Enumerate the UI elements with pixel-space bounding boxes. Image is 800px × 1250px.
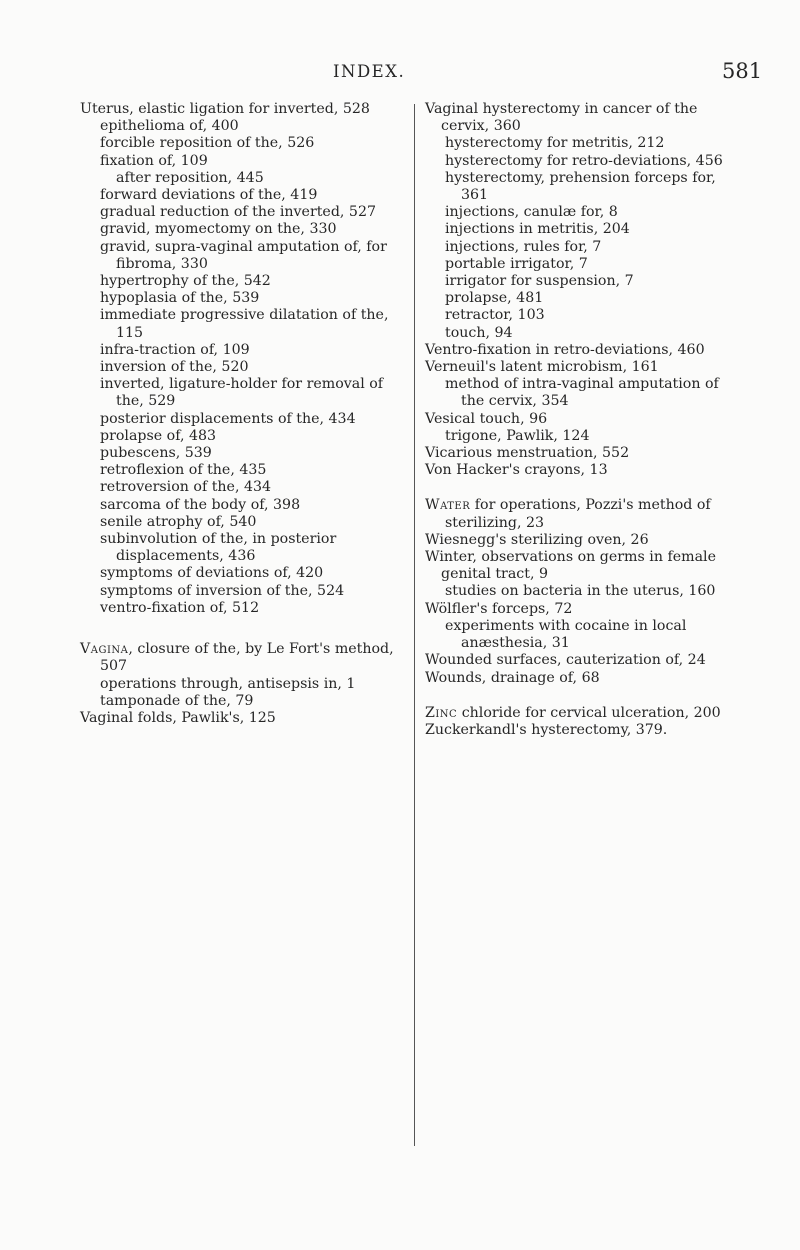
index-entry-text: , closure of the, by Le Fort's method, 507 [100, 641, 394, 675]
index-entry: Vesical touch, 96 [425, 410, 548, 427]
index-subentry: gravid, myomectomy on the, 330 [100, 221, 337, 238]
index-entry-text: for operations, Pozzi's method of sterilizing, 23 [445, 497, 711, 531]
index-subentry: trigone, Pawlik, 124 [445, 427, 590, 444]
index-entry: Vaginal folds, Pawlik's, 125 [80, 709, 276, 726]
index-entry-text: chloride for cervical ulceration, 200 [457, 704, 721, 721]
index-subentry: portable irrigator, 7 [445, 255, 588, 272]
index-subentry: gradual reduction of the inverted, 527 [100, 204, 377, 221]
index-subsubentry: after reposition, 445 [116, 169, 264, 186]
index-subentry: symptoms of deviations of, 420 [100, 565, 324, 582]
index-subentry: inversion of the, 520 [100, 359, 249, 376]
index-entry: Uterus, elastic ligation for inverted, 528 [80, 101, 370, 117]
index-subentry: epithelioma of, 400 [100, 118, 239, 135]
running-head-title: INDEX. [333, 62, 406, 81]
index-entry-vagina [80, 641, 412, 675]
index-entry: Wounds, drainage of, 68 [425, 669, 600, 686]
section-initial-word: Vagina [80, 641, 129, 658]
section-initial-word: Water [425, 497, 471, 514]
index-subentry: touch, 94 [445, 324, 513, 341]
index-entry: Wounded surfaces, cauterization of, 24 [425, 652, 706, 669]
running-head [0, 60, 800, 84]
index-subentry: operations through, antisepsis in, 1 [100, 675, 356, 692]
index-subentry: gravid, supra-vaginal amputation of, for fibroma, 330 [100, 238, 387, 272]
index-subentry: injections, rules for, 7 [445, 238, 602, 255]
index-subentry: hypertrophy of the, 542 [100, 273, 271, 290]
index-subentry: retractor, 103 [445, 307, 545, 324]
index-subentry: hysterectomy, prehension forceps for, 361 [445, 169, 716, 204]
index-subentry: infra-traction of, 109 [100, 341, 250, 358]
index-subentry: immediate progressive dilatation of the, 115 [100, 307, 389, 341]
index-subentry: senile atrophy of, 540 [100, 513, 257, 530]
index-subentry: hypoplasia of the, 539 [100, 290, 260, 307]
index-subentry: experiments with cocaine in local anæsthesia, 31 [445, 617, 687, 652]
index-subentry: sarcoma of the body of, 398 [100, 496, 301, 513]
index-subentry: retroflexion of the, 435 [100, 462, 267, 479]
index-entry-zinc [425, 705, 741, 722]
index-subentry: symptoms of inversion of the, 524 [100, 582, 345, 599]
index-subentry: prolapse of, 483 [100, 427, 217, 444]
index-subentry: irrigator for suspension, 7 [445, 273, 634, 290]
section-initial-word: Zinc [425, 704, 458, 721]
index-subentry: posterior displacements of the, 434 [100, 410, 356, 427]
column-divider [414, 104, 415, 1146]
index-entry: Von Hacker's crayons, 13 [425, 462, 608, 479]
index-entry: Vaginal hysterectomy in cancer of the cervix, 360 [425, 101, 698, 135]
index-subentry: ventro-fixation of, 512 [100, 599, 260, 616]
index-subentry: hysterectomy for metritis, 212 [445, 135, 665, 152]
index-subentry: subinvolution of the, in posterior displacements, 436 [100, 531, 337, 565]
section-gap [425, 479, 741, 497]
index-entry: Wiesnegg's sterilizing oven, 26 [425, 531, 649, 548]
index-subentry: inverted, ligature-holder for removal of the, 529 [100, 376, 384, 410]
index-column-left [80, 101, 412, 727]
index-subentry: prolapse, 481 [445, 290, 544, 307]
page-number: 581 [722, 59, 763, 83]
index-entry-water [425, 497, 741, 531]
index-subentry: fixation of, 109 [100, 152, 208, 169]
index-subentry: hysterectomy for retro-deviations, 456 [445, 152, 723, 169]
section-gap [80, 617, 412, 641]
index-column-right [425, 101, 741, 739]
section-gap [425, 687, 741, 705]
index-entry: Ventro-fixation in retro-deviations, 460 [425, 341, 705, 358]
index-subentry: pubescens, 539 [100, 445, 212, 462]
index-entry: Vicarious menstruation, 552 [425, 445, 630, 462]
index-subentry: injections, canulæ for, 8 [445, 204, 618, 221]
index-entry: Verneuil's latent microbism, 161 [425, 359, 659, 376]
index-subentry: forward deviations of the, 419 [100, 187, 318, 204]
index-subentry: forcible reposition of the, 526 [100, 135, 315, 152]
index-entry: Zuckerkandl's hysterectomy, 379. [425, 721, 668, 738]
index-subentry: retroversion of the, 434 [100, 479, 272, 496]
index-subentry: injections in metritis, 204 [445, 221, 630, 238]
index-subentry: method of intra-vaginal amputation of the cervix, 354 [445, 376, 719, 410]
index-subentry: tamponade of the, 79 [100, 692, 254, 709]
index-entry: Winter, observations on germs in female genital tract, 9 [425, 549, 716, 583]
index-entry: Wölfler's forceps, 72 [425, 600, 573, 617]
index-subentry: studies on bacteria in the uterus, 160 [445, 583, 716, 600]
